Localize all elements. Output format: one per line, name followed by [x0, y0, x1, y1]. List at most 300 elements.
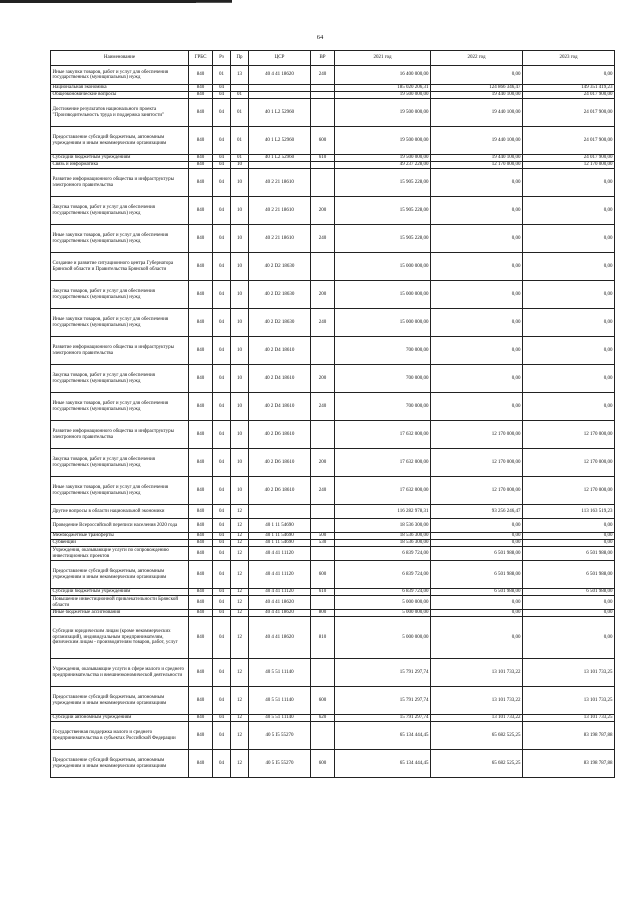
cell-vr: 240 [311, 309, 335, 337]
cell-grbs: 840 [189, 155, 213, 162]
table-body [51, 66, 615, 778]
cell-rz: 04 [213, 617, 231, 659]
cell-2022: 0,00 [431, 365, 523, 393]
cell-grbs: 840 [189, 596, 213, 610]
cell-grbs: 840 [189, 66, 213, 85]
table-row [51, 155, 615, 162]
cell-rz: 04 [213, 715, 231, 722]
table-row [51, 547, 615, 561]
cell-pr: 12 [231, 722, 249, 750]
header-csr: ЦСР [249, 51, 311, 66]
cell-name: Субсидии бюджетным учреждениям [51, 155, 189, 162]
cell-2021: 6 839 724,00 [335, 547, 431, 561]
cell-pr [231, 85, 249, 92]
cell-grbs: 840 [189, 722, 213, 750]
cell-2022: 0,00 [431, 253, 523, 281]
cell-rz: 04 [213, 540, 231, 547]
cell-pr: 12 [231, 659, 249, 687]
cell-2022: 0,00 [431, 610, 523, 617]
cell-vr: 600 [311, 561, 335, 589]
header-vr: ВР [311, 51, 335, 66]
table-row [51, 85, 615, 92]
cell-2021: 16 400 000,00 [335, 66, 431, 85]
table-row [51, 540, 615, 547]
cell-2021: 18 536 300,00 [335, 540, 431, 547]
cell-rz: 04 [213, 722, 231, 750]
cell-rz: 04 [213, 92, 231, 99]
cell-2021: 5 000 000,00 [335, 596, 431, 610]
cell-vr: 200 [311, 197, 335, 225]
cell-2023: 0,00 [523, 66, 615, 85]
cell-vr: 240 [311, 66, 335, 85]
table-row [51, 617, 615, 659]
cell-name: Развитие информационного общества и инфраструктуры электронного правительства [51, 337, 189, 365]
header-2023: 2023 год [523, 51, 615, 66]
cell-2023: 0,00 [523, 596, 615, 610]
cell-pr: 10 [231, 225, 249, 253]
cell-2023: 13 101 733,25 [523, 659, 615, 687]
cell-name: Предоставление субсидий бюджетным, автономным учреждениям и иным некоммерческим организациям [51, 127, 189, 155]
table-row [51, 715, 615, 722]
cell-2021: 700 000,00 [335, 393, 431, 421]
cell-2022: 13 101 733,22 [431, 715, 523, 722]
cell-grbs: 840 [189, 127, 213, 155]
cell-2023: 0,00 [523, 533, 615, 540]
cell-vr [311, 253, 335, 281]
table-row [51, 449, 615, 477]
cell-csr: 40 5 51 11140 [249, 659, 311, 687]
cell-pr: 12 [231, 589, 249, 596]
cell-csr: 40 5 I5 55270 [249, 750, 311, 778]
cell-name: Учреждения, оказывающие услуги в сфере малого и среднего предпринимательства и внешнеэкономической деятельности [51, 659, 189, 687]
table-row [51, 169, 615, 197]
cell-name: Предоставление субсидий бюджетным, автономным учреждениям и иным некоммерческим организациям [51, 561, 189, 589]
header-2021: 2021 год [335, 51, 431, 66]
cell-name: Предоставление субсидий бюджетным, автономным учреждениям и иным некоммерческим организациям [51, 687, 189, 715]
cell-2022: 0,00 [431, 519, 523, 533]
table-row [51, 421, 615, 449]
cell-pr: 12 [231, 687, 249, 715]
cell-pr: 01 [231, 127, 249, 155]
cell-2021: 5 000 000,00 [335, 617, 431, 659]
cell-pr: 10 [231, 365, 249, 393]
cell-grbs: 840 [189, 99, 213, 127]
cell-2021: 700 000,00 [335, 365, 431, 393]
cell-csr: 40 2 21 18610 [249, 197, 311, 225]
cell-name: Развитие информационного общества и инфраструктуры электронного правительства [51, 421, 189, 449]
cell-name: Повышение инвестиционной привлекательности Брянской области [51, 596, 189, 610]
cell-rz: 04 [213, 253, 231, 281]
cell-2023: 0,00 [523, 365, 615, 393]
cell-rz: 04 [213, 155, 231, 162]
cell-csr: 40 1 11 54690 [249, 519, 311, 533]
table-row [51, 596, 615, 610]
cell-2023: 0,00 [523, 540, 615, 547]
cell-2021: 17 632 000,00 [335, 421, 431, 449]
cell-name: Субсидии юридическим лицам (кроме некоммерческих организаций), индивидуальным предпринимателям, физическим лицам - производителям товаров, работ, услуг [51, 617, 189, 659]
cell-2021: 19 500 000,00 [335, 99, 431, 127]
cell-pr: 12 [231, 750, 249, 778]
budget-table [50, 50, 615, 778]
cell-name: Иные закупки товаров, работ и услуг для обеспечения государственных (муниципальных) нужд [51, 477, 189, 505]
cell-2021: 15 905 228,00 [335, 169, 431, 197]
cell-vr: 240 [311, 393, 335, 421]
cell-vr [311, 547, 335, 561]
cell-name: Иные закупки товаров, работ и услуг для обеспечения государственных (муниципальных) нужд [51, 309, 189, 337]
cell-grbs: 840 [189, 393, 213, 421]
cell-2023: 12 170 000,00 [523, 421, 615, 449]
table-row [51, 750, 615, 778]
cell-2022: 0,00 [431, 533, 523, 540]
cell-2022: 13 101 733,22 [431, 659, 523, 687]
cell-2022: 0,00 [431, 281, 523, 309]
table-row [51, 722, 615, 750]
cell-2023: 12 170 000,00 [523, 477, 615, 505]
cell-pr: 01 [231, 92, 249, 99]
cell-vr [311, 421, 335, 449]
cell-name: Закупка товаров, работ и услуг для обеспечения государственных (муниципальных) нужд [51, 365, 189, 393]
cell-grbs: 840 [189, 477, 213, 505]
cell-name: Предоставление субсидий бюджетным, автономным учреждениям и иным некоммерческим организациям [51, 750, 189, 778]
cell-vr [311, 162, 335, 169]
cell-grbs: 840 [189, 519, 213, 533]
cell-grbs: 840 [189, 610, 213, 617]
cell-2022: 65 682 525,25 [431, 750, 523, 778]
cell-vr: 620 [311, 715, 335, 722]
cell-vr: 610 [311, 589, 335, 596]
cell-2022: 124 866 346,47 [431, 85, 523, 92]
cell-csr: 40 2 21 18610 [249, 225, 311, 253]
cell-2023: 12 170 000,00 [523, 162, 615, 169]
cell-2023: 0,00 [523, 309, 615, 337]
cell-vr: 530 [311, 540, 335, 547]
cell-pr: 10 [231, 253, 249, 281]
table-row [51, 197, 615, 225]
cell-2022: 65 682 525,25 [431, 722, 523, 750]
cell-grbs: 840 [189, 337, 213, 365]
cell-name: Межбюджетные трансферты [51, 533, 189, 540]
cell-rz: 04 [213, 750, 231, 778]
cell-2021: 15 905 228,00 [335, 197, 431, 225]
cell-csr: 40 2 21 18610 [249, 169, 311, 197]
cell-2023: 0,00 [523, 393, 615, 421]
cell-name: Создание и развитие ситуационного центра Губернатора Брянской области и Правительства Брянской области [51, 253, 189, 281]
cell-rz: 04 [213, 337, 231, 365]
cell-csr: 40 5 I5 55270 [249, 722, 311, 750]
cell-2022: 0,00 [431, 309, 523, 337]
cell-name: Достижение результатов национального проекта "Производительность труда и поддержка занятости" [51, 99, 189, 127]
cell-rz: 04 [213, 281, 231, 309]
table-row [51, 225, 615, 253]
table-row [51, 127, 615, 155]
cell-pr: 10 [231, 477, 249, 505]
cell-2022: 0,00 [431, 169, 523, 197]
cell-pr: 10 [231, 421, 249, 449]
cell-name: Иные закупки товаров, работ и услуг для обеспечения государственных (муниципальных) нужд [51, 393, 189, 421]
cell-csr: 40 2 D6 18610 [249, 421, 311, 449]
cell-rz: 04 [213, 505, 231, 519]
table-row [51, 477, 615, 505]
cell-rz: 04 [213, 162, 231, 169]
cell-grbs: 840 [189, 365, 213, 393]
cell-2023: 0,00 [523, 197, 615, 225]
cell-name: Иные закупки товаров, работ и услуг для обеспечения государственных (муниципальных) нужд [51, 66, 189, 85]
cell-name: Государственная поддержка малого и среднего предпринимательства в субъектах Российской Федерации [51, 722, 189, 750]
cell-csr [249, 92, 311, 99]
cell-name: Закупка товаров, работ и услуг для обеспечения государственных (муниципальных) нужд [51, 281, 189, 309]
cell-csr: 40 4 41 18620 [249, 610, 311, 617]
cell-grbs: 840 [189, 253, 213, 281]
cell-2022: 0,00 [431, 225, 523, 253]
cell-csr: 40 1 L2 52960 [249, 99, 311, 127]
cell-csr: 40 2 D4 18610 [249, 337, 311, 365]
table-row [51, 365, 615, 393]
cell-2021: 5 000 000,00 [335, 610, 431, 617]
cell-2022: 12 170 000,00 [431, 421, 523, 449]
table-row [51, 610, 615, 617]
cell-name: Иные бюджетные ассигнования [51, 610, 189, 617]
cell-pr: 10 [231, 449, 249, 477]
cell-csr: 40 4 41 11120 [249, 561, 311, 589]
cell-2023: 6 501 988,00 [523, 589, 615, 596]
cell-grbs: 840 [189, 561, 213, 589]
cell-csr: 40 1 11 54690 [249, 540, 311, 547]
cell-csr: 40 5 51 11140 [249, 687, 311, 715]
cell-2021: 15 791 297,74 [335, 659, 431, 687]
table-row [51, 589, 615, 596]
cell-2021: 17 632 000,00 [335, 449, 431, 477]
cell-2021: 700 000,00 [335, 337, 431, 365]
cell-2023: 0,00 [523, 169, 615, 197]
cell-2021: 65 134 444,45 [335, 722, 431, 750]
cell-vr [311, 169, 335, 197]
cell-rz: 01 [213, 66, 231, 85]
cell-2023: 0,00 [523, 281, 615, 309]
cell-vr: 600 [311, 750, 335, 778]
cell-rz: 04 [213, 519, 231, 533]
cell-2022: 6 501 988,00 [431, 561, 523, 589]
cell-grbs: 840 [189, 750, 213, 778]
cell-csr: 40 2 D6 18610 [249, 477, 311, 505]
cell-2022: 0,00 [431, 337, 523, 365]
cell-2022: 0,00 [431, 596, 523, 610]
cell-csr: 40 1 11 54690 [249, 533, 311, 540]
cell-2023: 83 198 787,88 [523, 750, 615, 778]
cell-grbs: 840 [189, 169, 213, 197]
cell-2021: 49 237 228,00 [335, 162, 431, 169]
cell-2022: 13 101 733,22 [431, 687, 523, 715]
cell-pr: 12 [231, 519, 249, 533]
cell-grbs: 840 [189, 225, 213, 253]
cell-grbs: 840 [189, 449, 213, 477]
cell-grbs: 840 [189, 659, 213, 687]
cell-grbs: 840 [189, 617, 213, 659]
cell-vr [311, 99, 335, 127]
cell-2022: 19 440 100,00 [431, 92, 523, 99]
cell-2022: 19 440 100,00 [431, 99, 523, 127]
cell-name: Общеэкономические вопросы [51, 92, 189, 99]
cell-rz: 04 [213, 169, 231, 197]
cell-vr: 600 [311, 687, 335, 715]
header-name: Наименование [51, 51, 189, 66]
cell-csr: 40 2 D2 18630 [249, 309, 311, 337]
cell-pr: 12 [231, 617, 249, 659]
cell-vr [311, 85, 335, 92]
cell-rz: 04 [213, 99, 231, 127]
table-row [51, 253, 615, 281]
cell-pr: 10 [231, 309, 249, 337]
cell-rz: 04 [213, 687, 231, 715]
cell-2021: 15 791 297,74 [335, 687, 431, 715]
cell-name: Субсидии автономным учреждениям [51, 715, 189, 722]
table-row [51, 99, 615, 127]
cell-vr [311, 337, 335, 365]
cell-2021: 19 500 000,00 [335, 155, 431, 162]
cell-rz: 04 [213, 85, 231, 92]
cell-csr: 40 4 41 11120 [249, 589, 311, 596]
cell-grbs: 840 [189, 715, 213, 722]
cell-csr: 40 4 41 11120 [249, 547, 311, 561]
cell-2021: 6 839 724,00 [335, 561, 431, 589]
cell-rz: 04 [213, 477, 231, 505]
cell-2021: 185 020 206,31 [335, 85, 431, 92]
table-row [51, 393, 615, 421]
cell-vr [311, 596, 335, 610]
table-row [51, 66, 615, 85]
table-row [51, 687, 615, 715]
cell-rz: 04 [213, 547, 231, 561]
cell-2021: 17 632 000,00 [335, 477, 431, 505]
cell-2021: 15 000 000,00 [335, 253, 431, 281]
cell-csr: 40 2 D2 18630 [249, 281, 311, 309]
cell-2022: 0,00 [431, 66, 523, 85]
cell-2023: 24 017 900,00 [523, 127, 615, 155]
cell-2021: 6 839 724,00 [335, 589, 431, 596]
cell-pr: 12 [231, 715, 249, 722]
cell-pr: 10 [231, 281, 249, 309]
cell-name: Учреждения, оказывающие услуги по сопровождению инвестиционных проектов [51, 547, 189, 561]
cell-grbs: 840 [189, 421, 213, 449]
cell-2023: 0,00 [523, 519, 615, 533]
cell-pr: 12 [231, 596, 249, 610]
cell-csr: 40 1 L2 52960 [249, 155, 311, 162]
cell-grbs: 840 [189, 547, 213, 561]
cell-vr: 200 [311, 449, 335, 477]
cell-name: Субвенции [51, 540, 189, 547]
table-row [51, 337, 615, 365]
table-row [51, 533, 615, 540]
cell-vr: 600 [311, 127, 335, 155]
cell-csr: 40 4 41 18620 [249, 617, 311, 659]
cell-2022: 19 440 100,00 [431, 155, 523, 162]
cell-pr: 10 [231, 169, 249, 197]
cell-vr: 610 [311, 155, 335, 162]
cell-vr [311, 722, 335, 750]
cell-2023: 0,00 [523, 225, 615, 253]
cell-pr: 12 [231, 610, 249, 617]
cell-rz: 04 [213, 610, 231, 617]
cell-2021: 18 536 300,00 [335, 533, 431, 540]
cell-pr: 10 [231, 393, 249, 421]
cell-2023: 149 351 419,23 [523, 85, 615, 92]
table-header-row [51, 51, 615, 66]
cell-csr: 40 2 D4 18610 [249, 393, 311, 421]
cell-2022: 0,00 [431, 540, 523, 547]
cell-pr: 10 [231, 162, 249, 169]
cell-2023: 24 017 900,00 [523, 99, 615, 127]
cell-rz: 04 [213, 127, 231, 155]
cell-grbs: 840 [189, 162, 213, 169]
cell-rz: 04 [213, 365, 231, 393]
cell-name: Развитие информационного общества и инфраструктуры электронного правительства [51, 169, 189, 197]
cell-2022: 19 440 100,00 [431, 127, 523, 155]
header-2022: 2022 год [431, 51, 523, 66]
cell-2021: 65 134 444,45 [335, 750, 431, 778]
cell-csr [249, 505, 311, 519]
cell-2023: 83 198 787,88 [523, 722, 615, 750]
cell-vr [311, 92, 335, 99]
table-row [51, 309, 615, 337]
cell-2022: 0,00 [431, 393, 523, 421]
cell-grbs: 840 [189, 92, 213, 99]
cell-2023: 0,00 [523, 337, 615, 365]
cell-2023: 13 101 733,25 [523, 715, 615, 722]
cell-pr: 01 [231, 155, 249, 162]
cell-csr: 40 5 51 11140 [249, 715, 311, 722]
header-pr: Пр [231, 51, 249, 66]
cell-pr: 12 [231, 505, 249, 519]
cell-2021: 15 000 000,00 [335, 281, 431, 309]
cell-2021: 19 500 000,00 [335, 127, 431, 155]
cell-grbs: 840 [189, 687, 213, 715]
cell-2022: 6 501 988,00 [431, 547, 523, 561]
cell-2023: 6 501 988,00 [523, 547, 615, 561]
table-row [51, 281, 615, 309]
table-row [51, 659, 615, 687]
cell-vr: 200 [311, 281, 335, 309]
cell-rz: 04 [213, 659, 231, 687]
cell-2022: 6 501 988,00 [431, 589, 523, 596]
cell-pr: 10 [231, 197, 249, 225]
cell-csr [249, 162, 311, 169]
cell-vr: 800 [311, 610, 335, 617]
cell-rz: 04 [213, 225, 231, 253]
cell-name: Иные закупки товаров, работ и услуг для обеспечения государственных (муниципальных) нужд [51, 225, 189, 253]
cell-rz: 04 [213, 533, 231, 540]
cell-vr: 240 [311, 225, 335, 253]
cell-grbs: 840 [189, 85, 213, 92]
cell-csr: 40 2 D2 18630 [249, 253, 311, 281]
cell-pr: 12 [231, 533, 249, 540]
cell-2022: 12 170 000,00 [431, 477, 523, 505]
header-rz: Рз [213, 51, 231, 66]
cell-csr [249, 85, 311, 92]
cell-grbs: 840 [189, 505, 213, 519]
cell-name: Закупка товаров, работ и услуг для обеспечения государственных (муниципальных) нужд [51, 197, 189, 225]
cell-2023: 12 170 000,00 [523, 449, 615, 477]
cell-2022: 12 170 000,00 [431, 449, 523, 477]
cell-2021: 18 536 300,00 [335, 519, 431, 533]
cell-2023: 6 501 988,00 [523, 561, 615, 589]
cell-vr: 200 [311, 365, 335, 393]
cell-pr: 10 [231, 337, 249, 365]
cell-rz: 04 [213, 197, 231, 225]
cell-rz: 04 [213, 421, 231, 449]
cell-rz: 04 [213, 589, 231, 596]
cell-name: Национальная экономика [51, 85, 189, 92]
cell-pr: 12 [231, 547, 249, 561]
cell-2021: 15 791 297,74 [335, 715, 431, 722]
